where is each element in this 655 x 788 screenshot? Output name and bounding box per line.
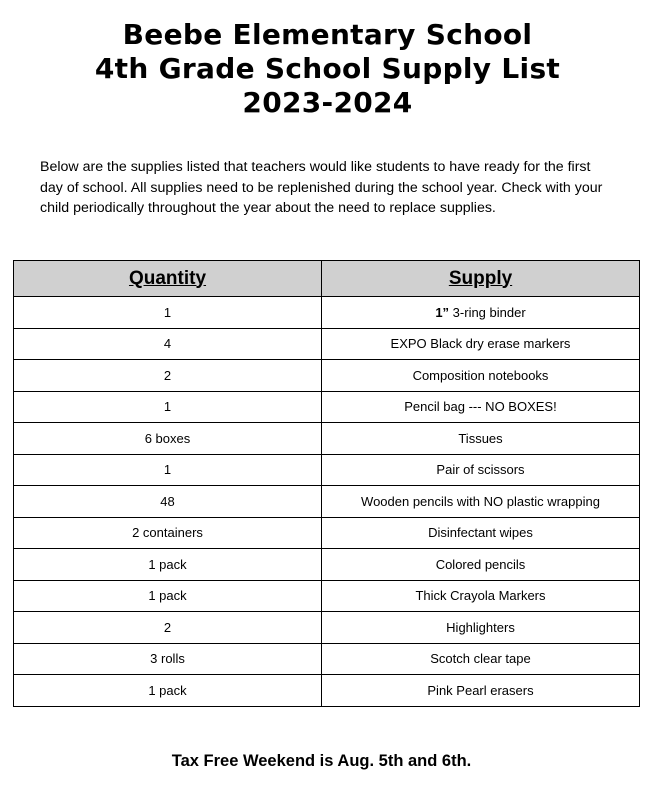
supply-table-body (14, 297, 640, 707)
quantity-cell: 2 (14, 612, 322, 644)
supply-text: 3-ring binder (449, 304, 526, 320)
quantity-cell: 3 rolls (14, 643, 322, 675)
supply-cell (322, 517, 640, 549)
page-title (0, 18, 655, 120)
quantity-cell: 1 (14, 454, 322, 486)
supply-text: Pencil bag --- NO BOXES! (404, 399, 557, 415)
quantity-cell: 1 (14, 391, 322, 423)
supply-cell (322, 486, 640, 518)
supply-size: 1” (435, 304, 450, 320)
supply-cell (322, 675, 640, 707)
quantity-cell: 1 pack (14, 549, 322, 581)
list-title: 4th Grade School Supply List (94, 52, 561, 85)
supply-cell (322, 360, 640, 392)
table-row (14, 643, 640, 675)
quantity-cell: 4 (14, 328, 322, 360)
table-row (14, 423, 640, 455)
table-row (14, 391, 640, 423)
quantity-cell: 1 pack (14, 580, 322, 612)
supply-text: Thick Crayola Markers (415, 588, 546, 604)
supply-text: Wooden pencils with NO plastic wrapping (361, 493, 600, 509)
supply-text: Pink Pearl erasers (427, 682, 534, 698)
table-row (14, 297, 640, 329)
supply-cell (322, 549, 640, 581)
school-year: 2023-2024 (242, 86, 413, 119)
supply-text: Tissues (458, 430, 503, 446)
supply-cell (322, 423, 640, 455)
table-row (14, 675, 640, 707)
supply-text: Composition notebooks (412, 367, 549, 383)
supply-cell (322, 612, 640, 644)
table-row (14, 486, 640, 518)
quantity-cell: 2 containers (14, 517, 322, 549)
tax-free-note: Tax Free Weekend is Aug. 5th and 6th. (171, 752, 472, 770)
supply-text: Highlighters (446, 619, 515, 635)
table-row (14, 612, 640, 644)
supply-text: EXPO Black dry erase markers (390, 336, 571, 352)
quantity-cell: 48 (14, 486, 322, 518)
supply-cell (322, 643, 640, 675)
table-header-row (14, 261, 640, 297)
supply-text: Disinfectant wipes (428, 525, 533, 541)
intro-paragraph: Below are the supplies listed that teachers would like students to have ready for the first day of school. All supplies need to be replenished during the school year. Check with your child periodically throughout the year about the need to replace supplies. (40, 159, 603, 216)
supply-cell (322, 580, 640, 612)
supply-cell (322, 328, 640, 360)
quantity-cell: 1 pack (14, 675, 322, 707)
table-row (14, 454, 640, 486)
quantity-cell: 6 boxes (14, 423, 322, 455)
supply-cell (322, 297, 640, 329)
supply-text: Pair of scissors (436, 462, 525, 478)
table-row (14, 328, 640, 360)
quantity-cell: 1 (14, 297, 322, 329)
quantity-header: Quantity (14, 261, 322, 297)
table-row (14, 517, 640, 549)
school-name: Beebe Elementary School (122, 18, 533, 51)
supply-text: Scotch clear tape (430, 651, 531, 667)
supply-table (13, 260, 640, 707)
table-row (14, 580, 640, 612)
supply-cell (322, 391, 640, 423)
supply-cell (322, 454, 640, 486)
table-row (14, 360, 640, 392)
table-row (14, 549, 640, 581)
quantity-cell: 2 (14, 360, 322, 392)
supply-text: Colored pencils (435, 556, 526, 572)
supply-header: Supply (322, 261, 640, 297)
